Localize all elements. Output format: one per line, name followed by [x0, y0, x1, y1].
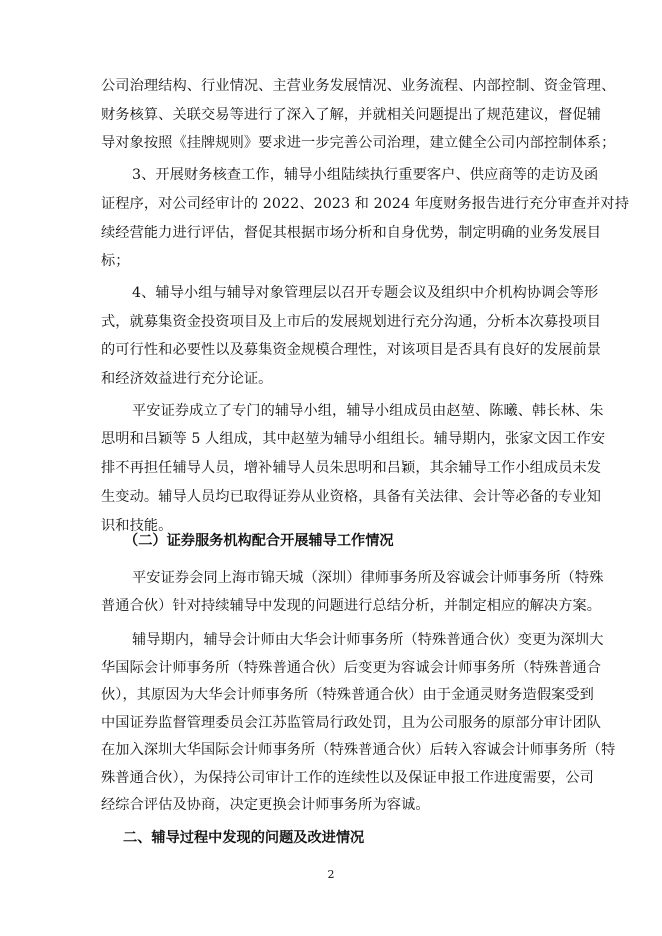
- paragraph-3-line-3: 的可行性和必要性以及募集资金规模合理性，对该项目是否具有良好的发展前景: [101, 342, 602, 359]
- paragraph-4-line-4: 生变动。辅导人员均已取得证券从业资格，具备有关法律、会计等必备的专业知: [101, 488, 602, 505]
- paragraph-4-line-1: 平安证券成立了专门的辅导小组，辅导小组成员由赵堃、陈曦、韩长林、朱: [132, 402, 604, 419]
- paragraph-4-line-5: 识和技能。: [101, 517, 173, 534]
- paragraph-3-line-2: 式，就募集资金投资项目及上市后的发展规划进行充分沟通，分析本次募投项目: [101, 313, 602, 330]
- section-heading-2: 二、辅导过程中发现的问题及改进情况: [123, 830, 365, 846]
- paragraph-5-line-1: 平安证券会同上海市锦天城（深圳）律师事务所及容诚会计师事务所（特殊: [132, 570, 604, 586]
- paragraph-6-line-5: 在加入深圳大华国际会计师事务所（特殊普通合伙）后转入容诚会计师事务所（特: [101, 742, 616, 758]
- paragraph-1-line-1: 公司治理结构、行业情况、主营业务发展情况、业务流程、内部控制、资金管理、: [101, 78, 616, 94]
- paragraph-6-line-2: 华国际会计师事务所（特殊普通合伙）后变更为容诚会计师事务所（特殊普通合: [101, 659, 602, 676]
- paragraph-6-line-7: 经综合评估及协商，决定更换会计师事务所为容诚。: [101, 797, 430, 813]
- page-number: 2: [327, 868, 335, 881]
- paragraph-2-line-4: 标；: [101, 253, 130, 270]
- paragraph-6-line-6: 殊普通合伙），为保持公司审计工作的连续性以及保证申报工作进度需要，公司: [101, 769, 594, 786]
- paragraph-4-line-2: 思明和吕颖等 5 人组成，其中赵堃为辅导小组组长。辅导期内，张家文因工作安: [101, 431, 606, 448]
- paragraph-3-line-1: 4、辅导小组与辅导对象管理层以召开专题会议及组织中介机构协调会等形: [132, 284, 599, 301]
- paragraph-2-line-1: 3、开展财务核查工作，辅导小组陆续执行重要客户、供应商等的走访及函: [132, 167, 599, 184]
- paragraph-5-line-2: 普通合伙）针对持续辅导中发现的问题进行总结分析，并制定相应的解决方案。: [101, 598, 602, 614]
- paragraph-1-line-2: 财务核算、关联交易等进行了深入了解，并就相关问题提出了规范建议，督促辅: [101, 106, 602, 123]
- section-heading-2-2: （二）证券服务机构配合开展辅导工作情况: [124, 533, 394, 549]
- paragraph-6-line-1: 辅导期内，辅导会计师由大华会计师事务所（特殊普通合伙）变更为深圳大: [132, 632, 604, 648]
- paragraph-2-line-3: 续经营能力进行评估，督促其根据市场分析和自身优势，制定明确的业务发展目: [101, 224, 602, 241]
- paragraph-4-line-3: 排不再担任辅导人员，增补辅导人员朱思明和吕颖，其余辅导工作小组成员未发: [101, 460, 602, 477]
- paragraph-6-line-4: 中国证券监督管理委员会江苏监管局行政处罚，且为公司服务的原部分审计团队: [101, 714, 602, 731]
- paragraph-3-line-4: 和经济效益进行充分论证。: [101, 371, 273, 387]
- paragraph-6-line-3: 伙），其原因为大华会计师事务所（特殊普通合伙）由于金通灵财务造假案受到: [101, 687, 594, 703]
- paragraph-1-line-3: 导对象按照《挂牌规则》要求进一步完善公司治理，建立健全公司内部控制体系；: [101, 135, 616, 152]
- paragraph-2-line-2: 证程序，对公司经审计的 2022、2023 和 2024 年度财务报告进行充分审查并对持: [101, 195, 630, 212]
